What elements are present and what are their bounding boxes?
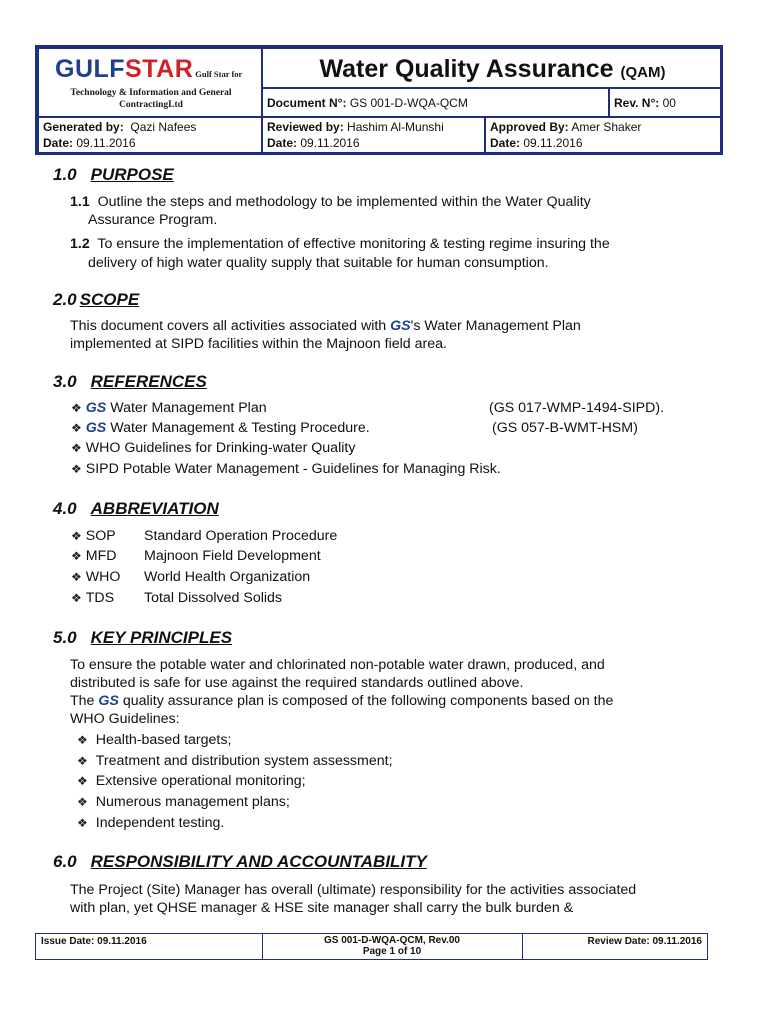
approved-date-label: Date: [490,136,521,150]
principle-text: Treatment and distribution system assessment; [95,753,393,769]
generated-by-label: Generated by: [43,120,124,134]
footer-review-date-cell [522,934,707,959]
item-number: 1.2 [70,236,90,252]
revision-cell [609,88,723,117]
principle-item [77,815,224,831]
purpose-item-2 [70,235,610,254]
diamond-bullet-icon: ❖ [71,401,82,415]
revision-label: Rev. N°: [614,96,660,110]
generated-date-value: 09.11.2016 [76,136,136,150]
diamond-bullet-icon: ❖ [77,816,88,830]
section-heading-references [53,372,207,392]
reviewed-by-label: Reviewed by: [267,120,344,134]
abbreviation-definition: Majnoon Field Development [144,548,321,564]
approved-by-label: Approved By: [490,120,569,134]
diamond-bullet-icon: ❖ [77,774,88,788]
document-number-value: GS 001-D-WQA-QCM [349,96,468,110]
reference-item [71,461,501,477]
scope-text: This document covers all activities associated with [70,318,391,334]
section-heading-purpose [53,165,174,185]
reference-text: SIPD Potable Water Management - Guidelines for Managing Risk. [85,461,501,477]
diamond-bullet-icon: ❖ [77,733,88,747]
section-number: 1.0 [53,165,77,184]
footer-page-number: Page 1 of 10 [362,946,422,957]
gs-brand: GS [85,400,107,416]
abbreviation-term: WHO [85,569,121,585]
logo-star: STAR [125,55,194,83]
footer-review-date: Review Date: 09.11.2016 [587,936,702,947]
reference-code: (GS 057-B-WMT-HSM) [492,420,638,436]
reference-item [71,420,370,436]
footer-issue-date: Issue Date: 09.11.2016 [41,936,147,947]
gs-brand: GS [390,318,411,334]
footer-document-cell [262,934,523,959]
title-cell [262,48,723,88]
section-title: KEY PRINCIPLES [90,628,233,647]
document-number-cell [262,88,609,117]
footer-document-number: GS 001-D-WQA-QCM, Rev.00 [324,935,460,946]
company-logo [55,55,242,84]
abbreviation-item [71,548,117,564]
principle-text: Independent testing. [95,815,225,831]
company-name-line2: Technology & Information and General [70,88,232,98]
principles-line-2: distributed is safe for use against the required standards outlined above. [70,675,524,691]
purpose-item-2-cont: delivery of high water quality supply that suitable for human consumption. [88,255,549,271]
diamond-bullet-icon: ❖ [71,591,82,605]
abbreviation-item [71,528,116,544]
abbreviation-definition: Total Dissolved Solids [144,590,282,606]
footer-issue-date-cell [36,934,263,959]
principle-item [77,794,290,810]
document-footer [35,933,708,960]
section-title: PURPOSE [90,165,174,184]
principle-text: Extensive operational monitoring; [95,773,306,789]
gs-brand: GS [98,693,119,709]
section-number: 5.0 [53,628,77,647]
logo-tagline: Gulf Star for [195,69,243,79]
diamond-bullet-icon: ❖ [77,795,88,809]
reviewed-by-value: Hashim Al-Munshi [347,120,444,134]
principle-text: Numerous management plans; [95,794,290,810]
reference-item [71,440,355,456]
section-title: SCOPE [79,290,140,309]
section-heading-abbreviation [53,499,219,519]
scope-line-1 [70,317,581,336]
principles-line-3 [70,692,613,711]
responsibility-line-1: The Project (Site) Manager has overall (ultimate) responsibility for the activities associated [70,882,637,898]
principles-text: The [70,693,99,709]
reviewed-by-cell [262,117,485,155]
reference-text: Water Management Plan [106,400,267,416]
diamond-bullet-icon: ❖ [71,421,82,435]
item-text: To ensure the implementation of effective monitoring & testing regime insuring the [97,236,610,252]
approved-by-cell [485,117,723,155]
diamond-bullet-icon: ❖ [71,462,82,476]
approved-by-value: Amer Shaker [571,120,642,134]
principle-item [77,753,393,769]
section-title: RESPONSIBILITY AND ACCOUNTABILITY [90,852,427,871]
abbreviation-term: TDS [85,590,115,606]
gs-brand: GS [85,420,107,436]
section-number: 2.0 [53,290,77,309]
reference-item [71,400,267,416]
item-text: Outline the steps and methodology to be implemented within the Water Quality [97,194,591,210]
section-title: ABBREVIATION [90,499,219,518]
responsibility-line-2: with plan, yet QHSE manager & HSE site manager shall carry the bulk burden & [70,900,574,916]
approved-date-value: 09.11.2016 [523,136,583,150]
diamond-bullet-icon: ❖ [71,441,82,455]
diamond-bullet-icon: ❖ [71,570,82,584]
purpose-item-1 [70,193,591,212]
diamond-bullet-icon: ❖ [77,754,88,768]
company-name-line3: ContractingLtd [119,100,183,110]
section-heading-responsibility [53,852,427,872]
reviewed-date-label: Date: [267,136,298,150]
section-number: 6.0 [53,852,77,871]
abbreviation-term: MFD [85,548,117,564]
principle-item [77,773,306,789]
reference-text: Water Management & Testing Procedure. [106,420,370,436]
generated-by-cell [38,117,262,155]
abbreviation-definition: World Health Organization [144,569,311,585]
abbreviation-term: SOP [85,528,116,544]
logo-gulf: GULF [55,55,126,83]
generated-date-label: Date: [43,136,74,150]
scope-text: 's Water Management Plan [410,318,581,334]
reference-code: (GS 017-WMP-1494-SIPD). [489,400,665,416]
section-heading-key-principles [53,628,232,648]
title-text: Water Quality Assurance [319,55,614,83]
scope-line-2: implemented at SIPD facilities within the Majnoon field area. [70,336,447,352]
purpose-item-1-cont: Assurance Program. [88,212,218,228]
principles-line-1: To ensure the potable water and chlorinated non-potable water drawn, produced, and [70,657,605,673]
diamond-bullet-icon: ❖ [71,549,82,563]
revision-value: 00 [662,96,676,110]
section-number: 4.0 [53,499,77,518]
principle-item [77,732,231,748]
document-header [35,45,723,155]
abbreviation-item [71,590,114,606]
section-number: 3.0 [53,372,77,391]
section-title: REFERENCES [90,372,207,391]
abbreviation-definition: Standard Operation Procedure [144,528,338,544]
reviewed-date-value: 09.11.2016 [300,136,360,150]
principle-text: Health-based targets; [95,732,232,748]
principles-text: quality assurance plan is composed of the following components based on the [118,693,614,709]
document-number-label: Document N°: [267,96,347,110]
title-abbr: (QAM) [620,64,666,81]
principles-line-4: WHO Guidelines: [70,711,180,727]
abbreviation-item [71,569,120,585]
reference-text: WHO Guidelines for Drinking-water Quality [85,440,356,456]
generated-by-value: Qazi Nafees [130,120,197,134]
logo-cell [38,48,262,117]
item-number: 1.1 [70,194,90,210]
section-heading-scope [53,290,139,310]
diamond-bullet-icon: ❖ [71,529,82,543]
document-title [263,55,722,84]
